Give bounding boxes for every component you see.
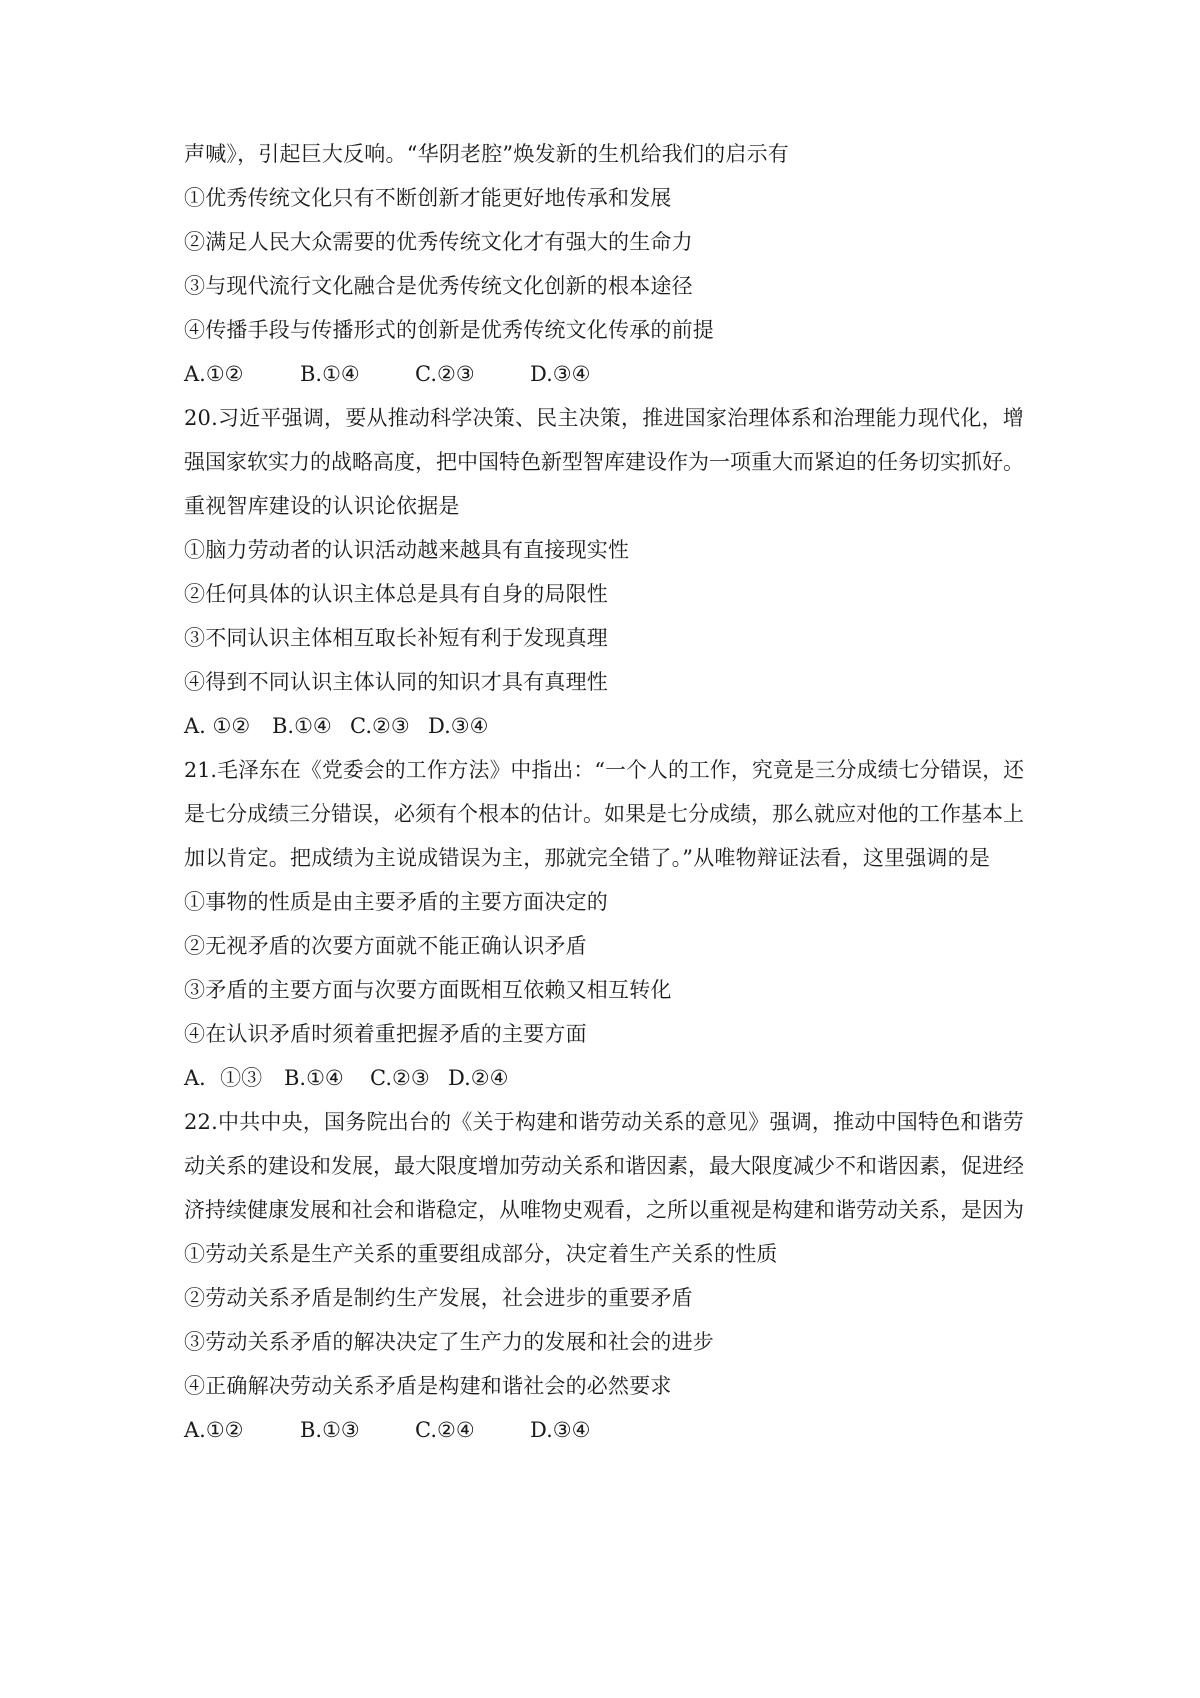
q22-stem-line-2: 动关系的建设和发展，最大限度增加劳动关系和谐因素，最大限度减少不和谐因素，促进经 xyxy=(184,1154,1024,1178)
q20-options xyxy=(184,711,488,741)
q20-item-2: ②任何具体的认识主体总是具有自身的局限性 xyxy=(184,582,608,606)
q22-item-3: ③劳动关系矛盾的解决决定了生产力的发展和社会的进步 xyxy=(184,1330,714,1354)
q19-option-b: B.①④ xyxy=(300,362,360,386)
q22-item-1: ①劳动关系是生产关系的重要组成部分，决定着生产关系的性质 xyxy=(184,1242,778,1266)
q20-option-c: C.②③ xyxy=(350,714,410,738)
q21-option-d: D.②④ xyxy=(448,1066,509,1090)
q20-option-d: D.③④ xyxy=(428,714,489,738)
q19-option-c: C.②③ xyxy=(415,362,475,386)
q21-item-4: ④在认识矛盾时须着重把握矛盾的主要方面 xyxy=(184,1022,587,1046)
q19-options xyxy=(184,359,590,389)
q21-option-b: B.①④ xyxy=(284,1066,344,1090)
q19-item-2: ②满足人民大众需要的优秀传统文化才有强大的生命力 xyxy=(184,230,693,254)
q21-stem-line-2: 是七分成绩三分错误，必须有个根本的估计。如果是七分成绩，那么就应对他的工作基本上 xyxy=(184,802,1024,826)
q20-stem-line-3: 重视智库建设的认识论依据是 xyxy=(184,494,460,518)
q22-stem-line-1: 22.中共中央，国务院出台的《关于构建和谐劳动关系的意见》强调，推动中国特色和谐劳 xyxy=(184,1110,1024,1134)
q21-stem-line-1: 21.毛泽东在《党委会的工作方法》中指出：“一个人的工作，究竟是三分成绩七分错误，还 xyxy=(184,758,1024,782)
q19-stem-tail: 声喊》，引起巨大反响。“华阴老腔”焕发新的生机给我们的启示有 xyxy=(184,142,789,166)
q20-option-b: B.①④ xyxy=(272,714,332,738)
q22-item-2: ②劳动关系矛盾是制约生产发展，社会进步的重要矛盾 xyxy=(184,1286,693,1310)
q21-item-1: ①事物的性质是由主要矛盾的主要方面决定的 xyxy=(184,890,608,914)
q21-stem-line-3: 加以肯定。把成绩为主说成错误为主，那就完全错了。”从唯物辩证法看，这里强调的是 xyxy=(184,846,991,870)
q20-option-a: A. ①② xyxy=(184,714,251,738)
q20-item-1: ①脑力劳动者的认识活动越来越具有直接现实性 xyxy=(184,538,630,562)
q22-option-d: D.③④ xyxy=(530,1418,591,1442)
q22-option-b: B.①③ xyxy=(300,1418,360,1442)
q20-item-3: ③不同认识主体相互取长补短有利于发现真理 xyxy=(184,626,608,650)
q22-options xyxy=(184,1415,590,1445)
q22-option-a: A.①② xyxy=(184,1418,244,1442)
q19-option-a: A.①② xyxy=(184,362,244,386)
q21-option-c: C.②③ xyxy=(370,1066,430,1090)
q22-stem-line-3: 济持续健康发展和社会和谐稳定，从唯物史观看，之所以重视是构建和谐劳动关系，是因为 xyxy=(184,1198,1024,1222)
q22-option-c: C.②④ xyxy=(415,1418,475,1442)
q20-stem-line-1: 20.习近平强调，要从推动科学决策、民主决策，推进国家治理体系和治理能力现代化，增 xyxy=(184,406,1024,430)
q19-item-3: ③与现代流行文化融合是优秀传统文化创新的根本途径 xyxy=(184,274,693,298)
q19-option-d: D.③④ xyxy=(530,362,591,386)
q19-item-1: ①优秀传统文化只有不断创新才能更好地传承和发展 xyxy=(184,186,672,210)
q21-item-2: ②无视矛盾的次要方面就不能正确认识矛盾 xyxy=(184,934,587,958)
q21-option-a: A．①③ xyxy=(184,1066,263,1090)
q21-item-3: ③矛盾的主要方面与次要方面既相互依赖又相互转化 xyxy=(184,978,672,1002)
q20-stem-line-2: 强国家软实力的战略高度，把中国特色新型智库建设作为一项重大而紧迫的任务切实抓好。 xyxy=(184,450,1024,474)
q20-item-4: ④得到不同认识主体认同的知识才具有真理性 xyxy=(184,670,608,694)
q22-item-4: ④正确解决劳动关系矛盾是构建和谐社会的必然要求 xyxy=(184,1374,672,1398)
q21-options xyxy=(184,1063,508,1093)
q19-item-4: ④传播手段与传播形式的创新是优秀传统文化传承的前提 xyxy=(184,318,714,342)
